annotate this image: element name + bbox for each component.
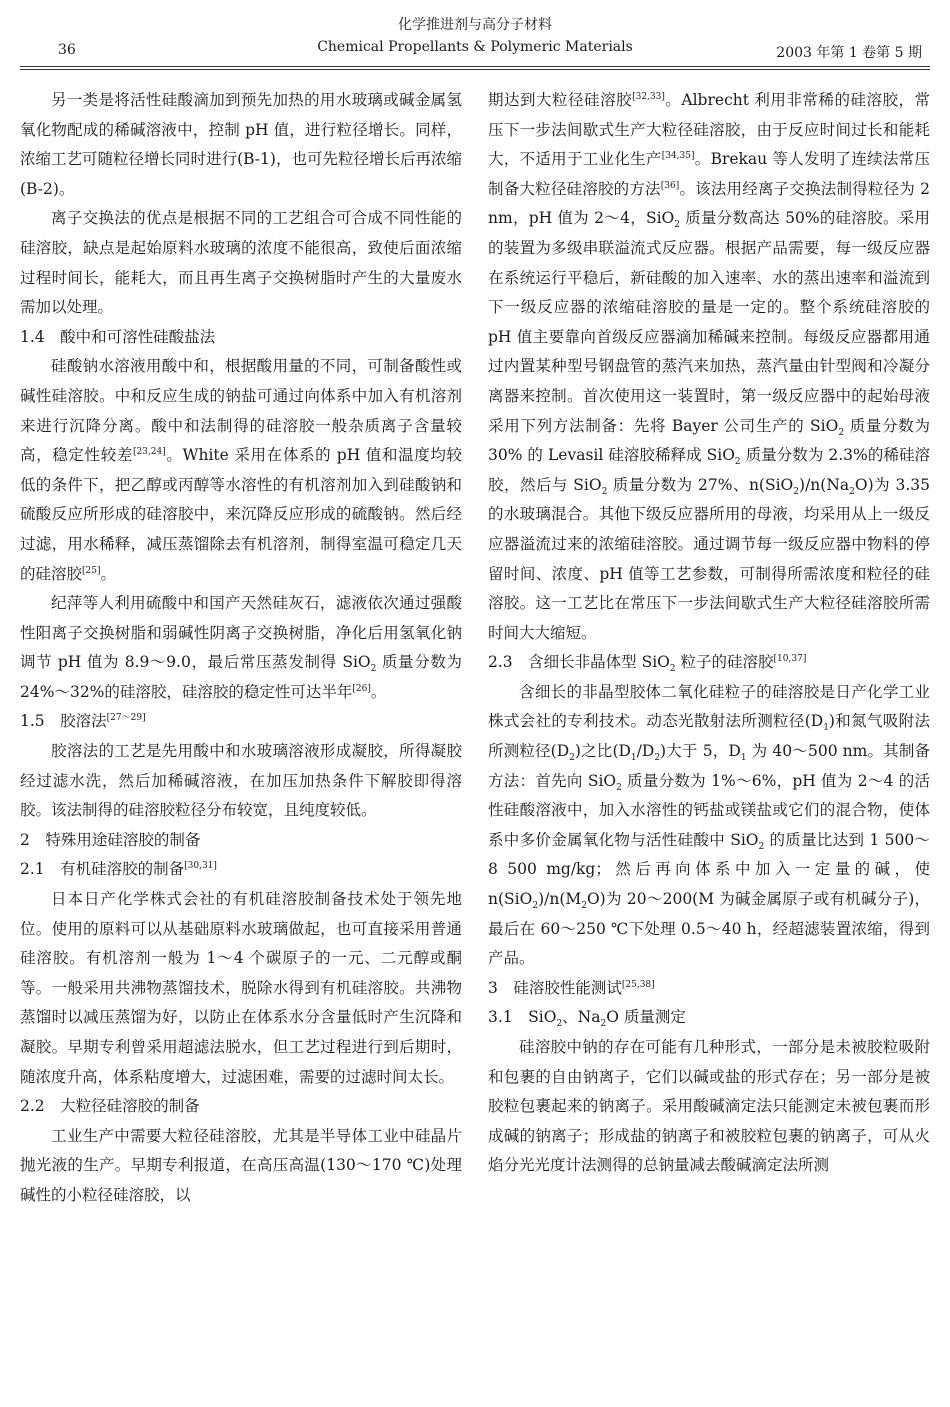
section-heading: 3 硅溶胶性能测试[25,38] (488, 978, 655, 997)
citation: [34,35] (661, 151, 695, 162)
paragraph: 离子交换法的优点是根据不同的工艺组合可合成不同性能的硅溶胶，缺点是起始原料水玻璃的浓度不能很高，致使后面浓缩过程时间长，能耗大，而且再生离子交换树脂时产生的大量废水需加以处理。 (20, 209, 462, 317)
section-heading: 2 特殊用途硅溶胶的制备 (20, 830, 201, 849)
section-heading: 1.4 酸中和可溶性硅酸盐法 (20, 327, 216, 346)
citation: [30,31] (184, 861, 217, 872)
journal-title-cn: 化学推进剂与高分子材料 (398, 17, 552, 33)
section-heading: 3.1 SiO$_2$、$Na_2O$ 质量测定 (488, 1008, 686, 1030)
citation: [36] (660, 180, 680, 191)
citation: [25] (82, 565, 101, 576)
left-column (20, 86, 462, 1211)
page-number: 36 (58, 42, 76, 58)
citation: [23,24] (132, 446, 166, 457)
paragraph: 日本日产化学株式会社的有机硅溶胶制备技术处于领先地位。使用的原料可以从基础原料水玻璃做起，也可直接采用普通硅溶胶。有机溶剂一般为 1～4 个碳原子的一元、二元醇或酮等。一般采用共沸物蒸馏技术，脱除水得到有机硅溶胶。共沸物蒸馏时以减压蒸馏为好，以防止在体系水分含量低时产生沉降和凝胶。早期专利曾采用超滤法脱水，但工艺过程进行到后期时，随浓度升高，体系粘度增大，过滤困难，需要的过滤时间太长。 (20, 890, 462, 1086)
section-heading: 2.2 大粒径硅溶胶的制备 (20, 1097, 200, 1116)
issue-info: 2003 年第 1 卷第 5 期 (776, 45, 922, 61)
paragraph: 胶溶法的工艺是先用酸中和水玻璃溶液形成凝胶，所得凝胶经过滤水洗，然后加稀碱溶液，在加压加热条件下解胶即得溶胶。该法制得的硅溶胶粒径分布较宽，且纯度较低。 (20, 742, 462, 820)
paragraph: 硅酸钠水溶液用酸中和，根据酸用量的不同，可制备酸性或碱性硅溶胶。中和反应生成的钠盐可通过向体系中加入有机溶剂来进行沉降分离。酸中和法制得的硅溶胶一般杂质离子含量较高，稳定性较差[23,24]。White 采用在体系的 pH 值和温度均较低的条件下，把乙醇或丙醇等水溶性的有机溶剂加入到硅酸钠和硫酸反应所形成的硅溶胶中，来沉降反应形成的硫酸钠。然后经过滤，用水稀释，减压蒸馏除去有机溶剂，制得室温可稳定几天的硅溶胶[25]。 (20, 357, 462, 583)
paragraph: 工业生产中需要大粒径硅溶胶，尤其是半导体工业中硅晶片抛光液的生产。早期专利报道，在高压高温(130～170 ℃)处理碱性的小粒径硅溶胶，以 (20, 1126, 462, 1204)
paragraph: 含细长的非晶型胶体二氧化硅粒子的硅溶胶是日产化学工业株式会社的专利技术。动态光散射法所测粒径$(D_1)$和氮气吸附法所测粒径$(D_2)$之比$(D_1/D_2)$大于 5，$D_1$ 为 40～500 nm。其制备方法：首先向 SiO$_2$ 质量分数为 1%～6%，pH 值为 2～4 的活性硅酸溶液中，加入水溶性的钙盐或镁盐或它们的混合物，使体系中多价金属氧化物与活性硅酸中 SiO$_2$ 的质量比达到 1 500～8 500 mg/kg；然后再向体系中加入一定量的碱，使 $n(SiO_2)/n(M_2O)$为 20～200(M 为碱金属原子或有机碱分子)，最后在 60～250 ℃下处理 0.5～40 h，经超滤装置浓缩，得到产品。 (488, 682, 931, 968)
paragraph: 纪萍等人利用硫酸中和国产天然硅灰石，滤液依次通过强酸性阳离子交换树脂和弱碱性阴离子交换树脂，净化后用氢氧化钠调节 pH 值为 8.9～9.0，最后常压蒸发制得 SiO$_2$ 质量分数为 24%～32%的硅溶胶，硅溶胶的稳定性可达半年[26]。 (20, 594, 462, 701)
section-heading: 1.5 胶溶法[27～29] (20, 712, 146, 731)
paragraph: 硅溶胶中钠的存在可能有几种形式，一部分是未被胶粒吸附和包裹的自由钠离子，它们以碱或盐的形式存在；另一部分是被胶粒包裹起来的钠离子。采用酸碱滴定法只能测定未被包裹而形成碱的钠离子；形成盐的钠离子和被胶粒包裹的钠离子，可从火焰分光光度计法测得的总钠量减去酸碱滴定法所测 (488, 1038, 930, 1175)
citation: [27～29] (106, 713, 146, 724)
right-column (488, 86, 930, 1181)
section-heading: 2.3 含细长非晶体型 SiO$_2$ 粒子的硅溶胶[10,37] (488, 653, 807, 675)
citation: [32,33] (632, 91, 665, 102)
citation: [26] (352, 683, 371, 694)
section-heading: 2.1 有机硅溶胶的制备[30,31] (20, 860, 217, 879)
header-rule (20, 66, 930, 67)
header-rule (20, 69, 930, 70)
paragraph: 另一类是将活性硅酸滴加到预先加热的用水玻璃或碱金属氢氧化物配成的稀碱溶液中，控制 pH 值，进行粒径增长。同样，浓缩工艺可随粒径增长同时进行(B-1)，也可先粒径增长后再浓缩(B-2)。 (20, 91, 462, 198)
citation: [25,38] (621, 979, 655, 990)
journal-title-en: Chemical Propellants & Polymeric Materials (317, 39, 633, 55)
citation: [10,37] (773, 654, 807, 665)
paragraph: 期达到大粒径硅溶胶[32,33]。Albrecht 利用非常稀的硅溶胶，常压下一步法间歇式生产大粒径硅溶胶，由于反应时间过长和能耗大，不适用于工业化生产[34,35]。Brekau 等人发明了连续法常压制备大粒径硅溶胶的方法[36]。该法用经离子交换法制得粒径为 2 nm，pH 值为 2～4，SiO$_2$ 质量分数高达 50%的硅溶胶。采用的装置为多级串联溢流式反应器。根据产品需要，每一级反应器在系统运行平稳后，新硅酸的加入速率、水的蒸出速率和溢流到下一级反应器的浓缩硅溶胶的量是一定的。整个系统硅溶胶的 pH 值主要靠向首级反应器滴加稀碱来控制。每级反应器都用通过内置某种型号钢盘管的蒸汽来加热，蒸汽量由针型阀和冷凝分离器来控制。首次使用这一装置时，第一级反应器中的起始母液采用下列方法制备：先将 Bayer 公司生产的 SiO$_2$ 质量分数为 30% 的 Levasil 硅溶胶稀释成 SiO$_2$ 质量分数为 2.3%的稀硅溶胶，然后与 SiO$_2$ 质量分数为 27%、$n(SiO_2)/n(Na_2O)$为 3.35 的水玻璃混合。其他下级反应器所用的母液，均采用从上一级反应器溢流过来的浓缩硅溶胶。通过调节每一级反应器中物料的停留时间、浓度、pH 值等工艺参数，可制得所需浓度和粒径的硅溶胶。这一工艺比在常压下一步法间歇式生产大粒径硅溶胶所需时间大大缩短。 (488, 91, 931, 642)
